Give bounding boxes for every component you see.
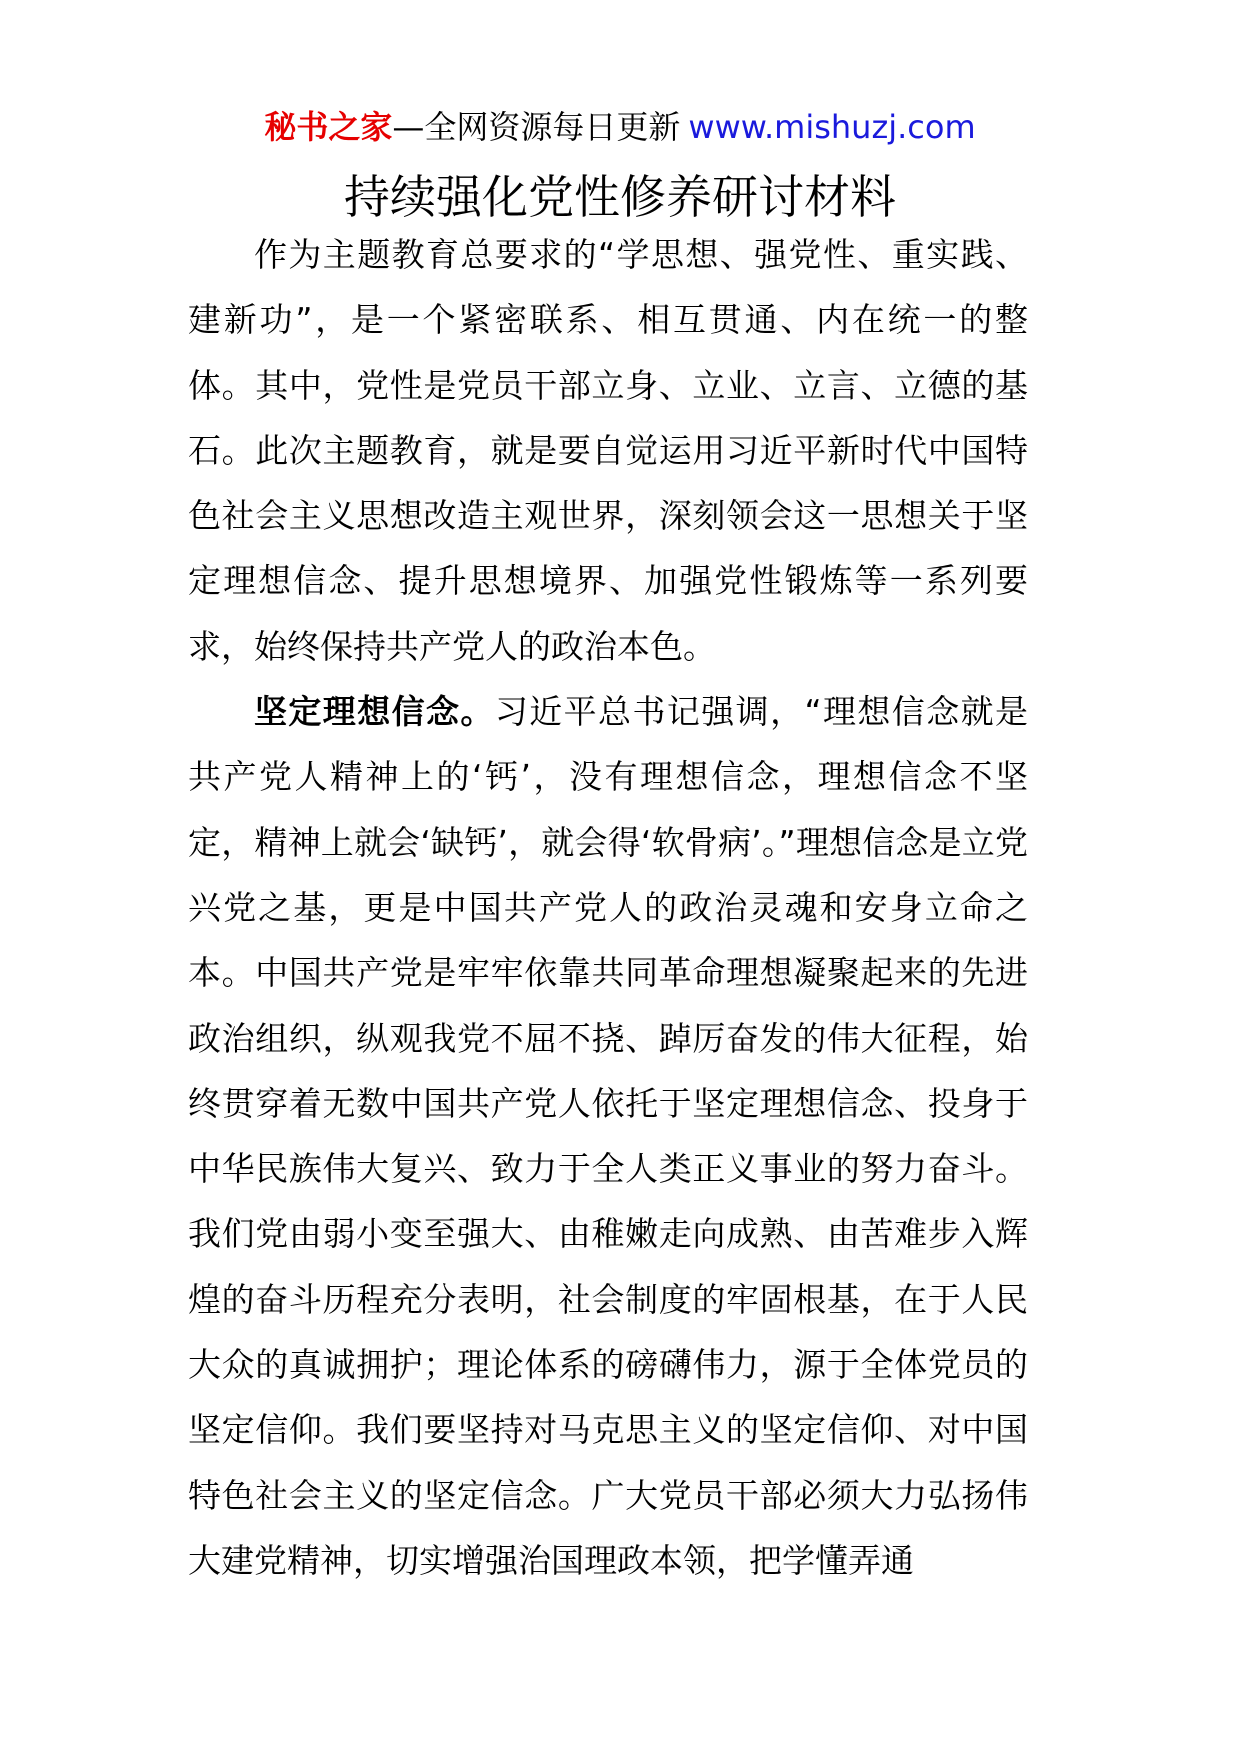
site-url-link[interactable]: www.mishuzj.com xyxy=(688,108,976,146)
paragraph-intro xyxy=(188,222,1028,679)
paragraph-ideals xyxy=(188,679,1028,1593)
document-title: 持续强化党性修养研讨材料 xyxy=(344,170,896,224)
site-slogan: —全网资源每日更新 xyxy=(392,108,681,146)
paragraph-lead: 坚定理想信念。 xyxy=(254,692,495,732)
paragraph-text: 习近平总书记强调，“理想信念就是共产党人精神上的‘钙’，没有理想信念，理想信念不坚定，精神上就会‘缺钙’，就会得‘软骨病’。”理想信念是立党兴党之基，更是中国共产党人的政治灵魂和安身立命之本。中国共产党是牢牢依靠共同革命理想凝聚起来的先进政治组织，纵观我党不屈不挠、踔厉奋发的伟大征程，始终贯穿着无数中国共产党人依托于坚定理想信念、投身于中华民族伟大复兴、致力于全人类正义事业的努力奋斗。我们党由弱小变至强大、由稚嫩走向成熟、由苦难步入辉煌的奋斗历程充分表明，社会制度的牢固根基，在于人民大众的真诚拥护；理论体系的磅礴伟力，源于全体党员的坚定信仰。我们要坚持对马克思主义的坚定信仰、对中国特色社会主义的坚定信念。广大党员干部必须大力弘扬伟大建党精神，切实增强治国理政本领，把学懂弄通 xyxy=(188,692,1029,1580)
document-body xyxy=(188,222,1028,1593)
paragraph-text: 作为主题教育总要求的“学思想、强党性、重实践、建新功”，是一个紧密联系、相互贯通、内在统一的整体。其中，党性是党员干部立身、立业、立言、立德的基石。此次主题教育，就是要自觉运用习近平新时代中国特色社会主义思想改造主观世界，深刻领会这一思想关于坚定理想信念、提升思想境界、加强党性锻炼等一系列要求，始终保持共产党人的政治本色。 xyxy=(188,235,1028,666)
site-header xyxy=(0,100,1240,154)
site-brand: 秘书之家 xyxy=(264,108,393,146)
